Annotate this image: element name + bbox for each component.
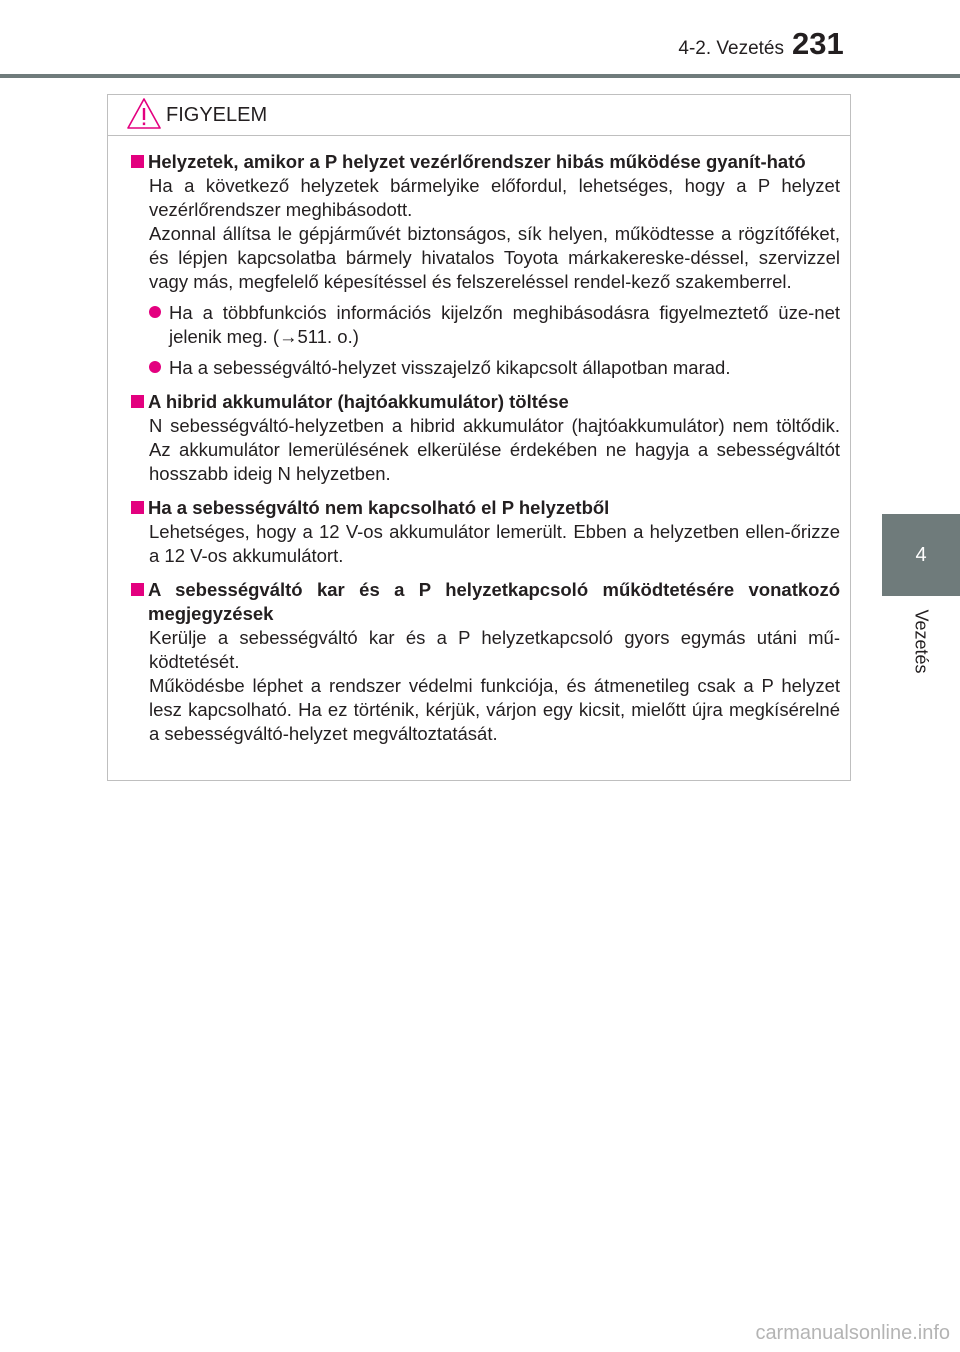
warning-section-hybrid-battery <box>131 390 840 486</box>
paragraph: Kerülje a sebességváltó kar és a P helyzetkapcsoló gyors egymás utáni mű-ködtetését. <box>149 627 840 672</box>
page-number: 231 <box>792 26 844 61</box>
watermark: carmanualsonline.info <box>755 1322 950 1344</box>
paragraph: Működésbe léphet a rendszer védelmi funkciója, és átmenetileg csak a P helyzet lesz kapcsolható. Ha ez történik, kérjük, várjon egy kicsit, mielőtt újra megkísérelné a sebességváltó-helyzet megváltoztatását. <box>149 675 840 744</box>
paragraph: N sebességváltó-helyzetben a hibrid akkumulátor (hajtóakkumulátor) nem töltődik. Az akkumulátor lemerülésének elkerülése érdekében ne hagyja a sebességváltót hosszabb ideig N helyzetben. <box>149 415 840 484</box>
square-bullet-icon <box>131 155 144 168</box>
warning-title: FIGYELEM <box>166 104 268 126</box>
list-item: Ha a többfunkciós információs kijelzőn meghibásodásra figyelmeztető üze-net jelenik meg. (→511. o.) <box>131 301 840 349</box>
section-heading: A hibrid akkumulátor (hajtóakkumulátor) töltése <box>131 390 840 414</box>
chapter-number: 4 <box>915 543 927 566</box>
dot-bullet-icon <box>149 306 161 318</box>
chapter-label: Vezetés <box>911 608 932 674</box>
paragraph: Ha a következő helyzetek bármelyike előfordul, lehetséges, hogy a P helyzet vezérlőrendszer meghibásodott. <box>149 175 840 220</box>
warning-section-p-malfunction <box>131 150 840 380</box>
header-divider <box>0 74 960 78</box>
chapter-label-container <box>882 596 960 686</box>
chapter-tab[interactable] <box>882 514 960 596</box>
header-section-title: 4-2. Vezetés <box>678 38 784 59</box>
list-item: Ha a sebességváltó-helyzet visszajelző kikapcsolt állapotban marad. <box>131 356 840 380</box>
section-heading: Ha a sebességváltó nem kapcsolható el P helyzetből <box>131 496 840 520</box>
warning-triangle-icon <box>126 97 162 136</box>
section-heading: Helyzetek, amikor a P helyzet vezérlőrendszer hibás működése gyanít-ható <box>131 150 840 174</box>
warning-section-shift-from-p <box>131 496 840 568</box>
paragraph: Azonnal állítsa le gépjárművét biztonságos, sík helyen, működtesse a rögzítőféket, és lépjen kapcsolatba bármely hivatalos Toyota márkakereske-déssel, szervizzel vagy más, megfelelő képesítéssel és felszereléssel rendel-kező szakemberrel. <box>149 223 840 292</box>
dot-bullet-icon <box>149 361 161 373</box>
section-heading: A sebességváltó kar és a P helyzetkapcsoló működtetésére vonatkozó megjegyzések <box>131 578 840 626</box>
warning-header <box>108 95 850 136</box>
warning-body <box>108 136 850 746</box>
square-bullet-icon <box>131 583 144 596</box>
warning-box <box>107 94 851 781</box>
warning-section-shift-lever-notes <box>131 578 840 746</box>
square-bullet-icon <box>131 395 144 408</box>
square-bullet-icon <box>131 501 144 514</box>
paragraph: Lehetséges, hogy a 12 V-os akkumulátor lemerült. Ebben a helyzetben ellen-őrizze a 12 V-os akkumulátort. <box>149 521 840 566</box>
